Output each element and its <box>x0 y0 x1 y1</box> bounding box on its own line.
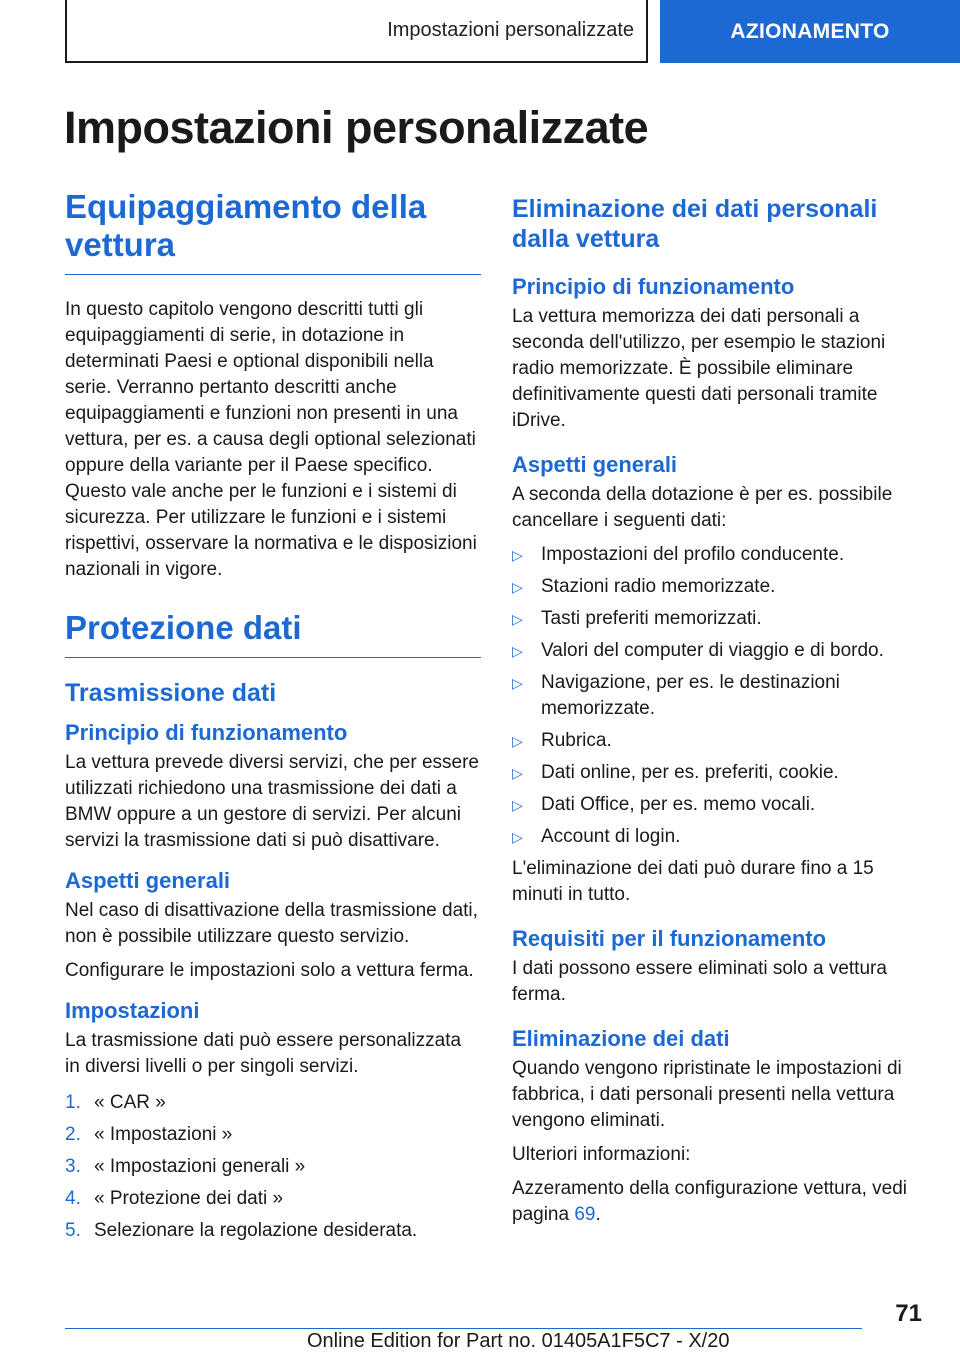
bullet-text: Tasti preferiti memorizzati. <box>541 608 762 629</box>
bullet-text: Rubrica. <box>541 730 612 751</box>
requisiti-title: Requisiti per il funzionamento <box>512 926 827 951</box>
principio-title-left: Principio di funzionamento <box>65 720 348 745</box>
triangle-bullet-icon: ▷ <box>512 579 523 595</box>
list-item <box>512 574 928 600</box>
list-item <box>512 670 928 722</box>
elim-title: Eliminazione dei dati personali dalla vettura <box>512 195 878 253</box>
azzeramento-text: Azzeramento della configurazione vettura, vedi pagina <box>512 1178 908 1225</box>
bullet-text: Navigazione, per es. le destinazioni memorizzate. <box>541 672 840 719</box>
list-item <box>65 1186 481 1212</box>
aspetti-title-left: Aspetti generali <box>65 868 231 893</box>
list-item <box>512 760 928 786</box>
step-number: 4. <box>65 1188 81 1209</box>
page-number: 71 <box>895 1300 922 1327</box>
list-item <box>65 1122 481 1148</box>
trasmissione-title: Trasmissione dati <box>65 679 277 707</box>
triangle-bullet-icon: ▷ <box>512 829 523 845</box>
elimdati-text: Quando vengono ripristinate le impostazioni di fabbrica, i dati personali presenti nella vettura vengono eliminati. <box>512 1058 902 1131</box>
impostazioni-title: Impostazioni <box>65 998 200 1023</box>
equip-text: In questo capitolo vengono descritti tutti gli equipaggiamenti di serie, in dotazione in determinati Paesi e optional disponibili nella serie. Verranno pertanto descritti anche equipaggiamenti e funzioni non presenti in una vettura, per es. a causa degli optional selezionati oppure della variante per il Paese specifico. Questo vale anche per le funzioni e i sistemi di sicurezza. Per utilizzare le funzioni e i sistemi rispettivi, osservare la normativa e le disposizioni nazionali in vigore. <box>65 299 477 580</box>
protezione-title: Protezione dati <box>65 609 302 646</box>
list-item <box>65 1218 481 1244</box>
page-title: Impostazioni personalizzate <box>64 102 649 153</box>
duration-text: L'eliminazione dei dati può durare fino a 15 minuti in tutto. <box>512 858 874 905</box>
equip-heading-block <box>65 188 481 275</box>
step-number: 5. <box>65 1220 81 1241</box>
chapter-tab <box>660 0 960 63</box>
bullet-text: Stazioni radio memorizzate. <box>541 576 776 597</box>
step-text: « Impostazioni » <box>94 1124 233 1145</box>
requisiti-text: I dati possono essere eliminati solo a vettura ferma. <box>512 958 887 1005</box>
ulteriori-text: Ulteriori informazioni: <box>512 1144 691 1165</box>
triangle-bullet-icon: ▷ <box>512 547 523 563</box>
triangle-bullet-icon: ▷ <box>512 733 523 749</box>
principio-title-right: Principio di funzionamento <box>512 274 795 299</box>
footer-divider <box>65 1328 862 1329</box>
list-item <box>512 542 928 568</box>
triangle-bullet-icon: ▷ <box>512 611 523 627</box>
bullet-text: Dati Office, per es. memo vocali. <box>541 794 816 815</box>
step-text: « CAR » <box>94 1092 166 1113</box>
aspetti-text-right: A seconda della dotazione è per es. possibile cancellare i seguenti dati: <box>512 484 893 531</box>
bullet-text: Account di login. <box>541 826 681 847</box>
equip-title: Equipaggiamento della vettura <box>65 188 427 263</box>
right-column <box>512 194 928 1236</box>
page-ref-suffix: . <box>595 1204 601 1225</box>
bullet-text: Dati online, per es. preferiti, cookie. <box>541 762 839 783</box>
steps-list <box>65 1090 481 1244</box>
triangle-bullet-icon: ▷ <box>512 675 523 691</box>
header-section-title: Impostazioni personalizzate <box>387 19 634 41</box>
azzeramento-paragraph <box>512 1176 928 1228</box>
principio-text-left: La vettura prevede diversi servizi, che per essere utilizzati richiedono una trasmissione dei dati a BMW oppure a un gestore di servizi. Per alcuni servizi la trasmissione dati si può disattivare. <box>65 752 479 851</box>
chapter-tab-label: AZIONAMENTO <box>730 19 890 43</box>
list-item <box>512 638 928 664</box>
list-item <box>65 1090 481 1116</box>
elimdati-title: Eliminazione dei dati <box>512 1026 730 1051</box>
protezione-heading-block <box>65 609 481 658</box>
principio-text-right: La vettura memorizza dei dati personali a seconda dell'utilizzo, per esempio le stazioni radio memorizzate. È possibile eliminare definitivamente questi dati personali tramite iDrive. <box>512 306 886 431</box>
step-text: « Protezione dei dati » <box>94 1188 284 1209</box>
step-text: Selezionare la regolazione desiderata. <box>94 1220 418 1241</box>
step-number: 2. <box>65 1124 81 1145</box>
bullet-text: Impostazioni del profilo conducente. <box>541 544 845 565</box>
triangle-bullet-icon: ▷ <box>512 643 523 659</box>
step-text: « Impostazioni generali » <box>94 1156 306 1177</box>
list-item <box>512 728 928 754</box>
triangle-bullet-icon: ▷ <box>512 765 523 781</box>
list-item <box>65 1154 481 1180</box>
bullet-text: Valori del computer di viaggio e di bordo. <box>541 640 884 661</box>
list-item <box>512 824 928 850</box>
step-number: 3. <box>65 1156 81 1177</box>
edition-text: Online Edition for Part no. 01405A1F5C7 - X/20 <box>307 1330 730 1352</box>
list-item <box>512 792 928 818</box>
list-item <box>512 606 928 632</box>
left-column <box>65 188 481 1250</box>
triangle-bullet-icon: ▷ <box>512 797 523 813</box>
aspetti-text-left-2: Configurare le impostazioni solo a vettura ferma. <box>65 960 474 981</box>
aspetti-text-left-1: Nel caso di disattivazione della trasmissione dati, non è possibile utilizzare questo servizio. <box>65 900 478 947</box>
page-ref-link[interactable]: 69 <box>574 1204 596 1225</box>
aspetti-title-right: Aspetti generali <box>512 452 678 477</box>
data-bullet-list <box>512 542 928 850</box>
impostazioni-text: La trasmissione dati può essere personalizzata in diversi livelli o per singoli servizi. <box>65 1030 462 1077</box>
header-section-box <box>65 0 648 63</box>
step-number: 1. <box>65 1092 81 1113</box>
